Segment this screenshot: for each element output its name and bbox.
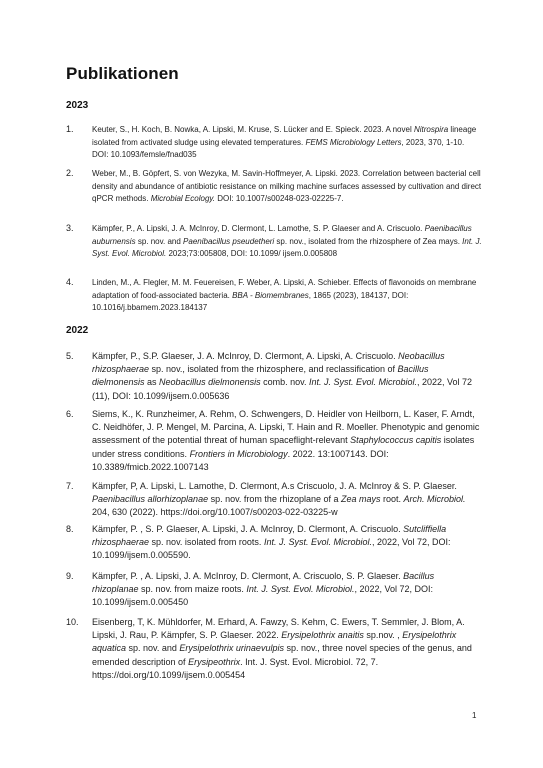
citation-fragment: Kämpfer, P, A. Lipski, L. Lamothe, D. Clermont, A.s Criscuolo, J. A. McInroy & S. P. Glaeser. (92, 481, 457, 491)
italic-term: Int. J. Syst. Evol. Microbiol. (263, 537, 372, 548)
italic-term: Paenibacillus auburnensis (92, 224, 472, 246)
citation-fragment: . 2022. 13:1007143. DOI: 10.3389/fmicb.2022.1007143 (92, 448, 389, 472)
italic-term: Arch. Microbiol. (403, 494, 466, 505)
italic-term: Erysipelothrix aquatica (92, 630, 457, 654)
item-number: 5. (66, 351, 74, 361)
year-heading-2022: 2022 (66, 325, 89, 336)
citation-fragment: , 2022, Vol 72 (11), DOI: 10.1099/ijsem.0.005636 (92, 377, 473, 401)
italic-term: Int. J. Syst. Evol. Microbiol. (246, 584, 355, 595)
item-number: 8. (66, 524, 74, 534)
citation-fragment: , 2023, 370, 1-10. DOI: 10.1093/femsle/fnad035 (92, 137, 465, 159)
item-number: 4. (66, 277, 74, 287)
citation-fragment: root. (380, 494, 404, 505)
citation-fragment: sp. nov., three novel species of the genus, and emended description of (92, 643, 472, 667)
citation-fragment: Kämpfer, P., A. Lipski, J. A. McInroy, D. Clermont, L. Lamothe, S. P. Glaeser and A. Criscuolo. (92, 224, 425, 233)
citation-fragment: Kämpfer, P. , S. P. Glaeser, A. Lipski, J. A. McInroy, D. Clermont, A. Criscuolo. (92, 524, 404, 534)
item-number: 1. (66, 124, 74, 134)
citation-fragment: sp. nov., isolated from the rhizosphere of Zea mays. (274, 236, 463, 246)
italic-term: Microbial Ecology. (150, 194, 216, 203)
citation-text (92, 408, 482, 474)
item-number: 6. (66, 409, 74, 419)
citation-fragment: Eisenberg, T, K. Mühldorfer, M. Erhard, A. Fawzy, S. Kehm, C. Ewers, T. Semmler, J. Blom, A. Lipski, J. Rau, P. Kämpfer, S. P. Glaeser. 2022. (92, 617, 465, 641)
italic-term: Erysipeothrix (188, 656, 241, 667)
italic-term: Bacillus dielmonensis (92, 364, 429, 388)
citation-fragment: Kämpfer, P., S.P. Glaeser, J. A. McInroy, D. Clermont, A. Lipski, A. Criscuolo. (92, 351, 399, 361)
citation-fragment: , 2022, Vol 72, DOI: 10.1099/ijsem.0.005590. (92, 537, 451, 561)
citation-fragment: . Int. J. Syst. Evol. Microbiol. 72, 7. https://doi.org/10.1099/ijsem.0.005454 (92, 656, 379, 680)
italic-term: Sutcliffiella rhizosphaerae (92, 524, 447, 548)
italic-term: Int. J. Syst. Evol. Microbiol. (92, 236, 482, 258)
citation-fragment: Kämpfer, P. , A. Lipski, J. A. McInroy, D. Clermont, A. Criscuolo, S. P. Glaeser. (92, 571, 404, 581)
citation-fragment: sp. nov. and (126, 643, 180, 654)
citation-fragment: , 1865 (2023), 184137, DOI: 10.1016/j.bbamem.2023.184137 (92, 290, 409, 312)
citation-fragment: Keuter, S., H. Koch, B. Nowka, A. Lipski, M. Kruse, S. Lücker and E. Spieck. 2023. A novel (92, 125, 414, 134)
citation-fragment: comb. nov. (260, 377, 309, 388)
citation-text (92, 124, 482, 162)
italic-term: Paenibacillus allorhizoplanae (92, 494, 209, 505)
italic-term: BBA - Biomembranes (232, 290, 309, 300)
citation-text (92, 616, 482, 682)
citation-fragment: sp.nov. , (363, 630, 403, 641)
citation-text (92, 523, 482, 563)
item-number: 3. (66, 223, 74, 233)
italic-term: Neobacillus rhizosphaerae (92, 351, 445, 375)
citation-fragment: 204, 630 (2022). https://doi.org/10.1007/s00203-022-03225-w (92, 507, 338, 518)
italic-term: Bacillus rhizoplanae (92, 571, 435, 595)
citation-fragment: isolates under stress conditions. (92, 435, 475, 459)
citation-text (92, 570, 482, 610)
citation-fragment: lineage isolated from activated sludge using elevated temperatures. (92, 125, 477, 147)
italic-term: Paenibacillus pseudetheri (183, 236, 275, 246)
citation-fragment: sp. nov. isolated from roots. (149, 537, 264, 548)
citation-text (92, 277, 482, 315)
citation-text (92, 480, 482, 520)
citation-fragment: , 2022, Vol 72, DOI: 10.1099/ijsem.0.005450 (92, 584, 434, 608)
citation-fragment: Weber, M., B. Göpfert, S. von Wezyka, M. Savin-Hoffmeyer, A. Lipski. 2023. Correlation between bacterial cell density and abundance of antibiotic resistance on milking machine surfaces assessed by cultivation and direct qPCR methods. (92, 169, 482, 203)
italic-term: Zea mays (340, 494, 381, 505)
citation-text (92, 223, 482, 261)
italic-term: Int. J. Syst. Evol. Microbiol. (308, 377, 417, 388)
citation-fragment: Siems, K., K. Runzheimer, A. Rehm, O. Schwengers, D. Heidler von Heilborn, L. Kaser, F. Arndt, C. Neidhöfer, J. P. Mengel, M. Parcina, A. Lipski, T. Hain and R. Moeller. Phenotypic and genomic assessment of the potential threat of human spaceflight-relevant (92, 409, 480, 446)
item-number: 9. (66, 571, 74, 581)
italic-term: Erysipelothrix anaitis (281, 630, 364, 641)
citation-fragment: sp. nov. and (135, 236, 184, 246)
citation-fragment: as (144, 377, 160, 388)
citation-fragment: 2023;73:005808, DOI: 10.1099/ ijsem.0.005808 (166, 249, 338, 258)
italic-term: Neobacillus dielmonensis (159, 377, 261, 388)
page-number: 1 (472, 711, 477, 720)
item-number: 10. (66, 617, 79, 627)
citation-text (92, 168, 482, 206)
item-number: 7. (66, 481, 74, 491)
italic-term: Erysipelothrix urinaevulpis (179, 643, 284, 654)
year-heading-2023: 2023 (66, 100, 89, 111)
italic-term: FEMS Microbiology Letters (305, 137, 402, 147)
citation-fragment: sp. nov. from maize roots. (138, 584, 247, 595)
citation-fragment: sp. nov., isolated from the rhizosphere, and reclassification of (149, 364, 398, 375)
italic-term: Frontiers in Microbiology (189, 448, 288, 459)
page-title: Publikationen (66, 64, 179, 83)
italic-term: Nitrospira (413, 125, 449, 134)
citation-fragment: sp. nov. from the rhizoplane of a (208, 494, 341, 505)
citation-text (92, 350, 482, 403)
italic-term: Staphylococcus capitis (350, 435, 442, 446)
citation-fragment: DOI: 10.1007/s00248-023-02225-7. (215, 194, 344, 203)
citation-fragment: Linden, M., A. Flegler, M. M. Feuereisen, F. Weber, A. Lipski, A. Schieber. Effects of flavonoids on membrane adaptation of food-associated bacteria. (92, 278, 477, 300)
item-number: 2. (66, 168, 74, 178)
